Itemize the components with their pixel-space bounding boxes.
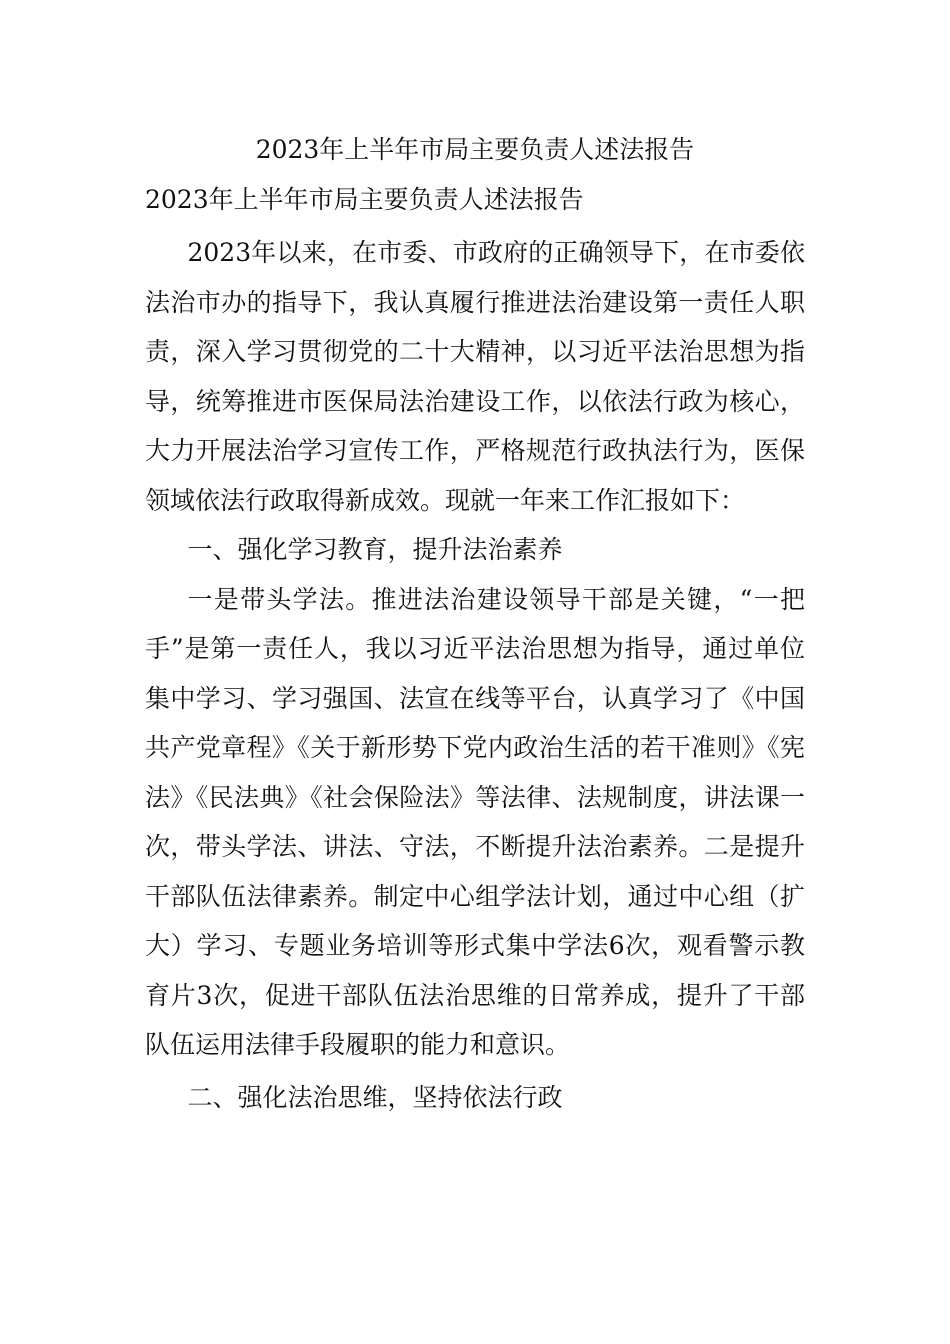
document-subtitle: 2023年上半年市局主要负责人述法报告 — [145, 185, 584, 214]
document-body — [145, 228, 805, 1122]
paragraph-study: 一是带头学法。推进法治建设领导干部是关键，“一把手”是第一责任人，我以习近平法治思想为指导，通过单位集中学习、学习强国、法宣在线等平台，认真学习了《中国共产党章程》《关于新形势下党内政治生活的若干准则》《宪法》《民法典》《社会保险法》等法律、法规制度，讲法课一次，带头学法、讲法、守法，不断提升法治素养。二是提升干部队伍法律素养。制定中心组学法计划，通过中心组（扩大）学习、专题业务培训等形式集中学法6次，观看警示教育片3次，促进干部队伍法治思维的日常养成，提升了干部队伍运用法律手段履职的能力和意识。 — [145, 584, 805, 1059]
document-title: 2023年上半年市局主要负责人述法报告 — [255, 135, 695, 164]
section-heading-1: 一、强化学习教育，提升法治素养 — [187, 535, 563, 564]
paragraph-intro: 2023年以来，在市委、市政府的正确领导下，在市委依法治市办的指导下，我认真履行推进法治建设第一责任人职责，深入学习贯彻党的二十大精神，以习近平法治思想为指导，统筹推进市医保局法治建设工作，以依法行政为核心，大力开展法治学习宣传工作，严格规范行政执法行为，医保领域依法行政取得新成效。现就一年来工作汇报如下： — [145, 238, 805, 515]
section-heading-2: 二、强化法治思维，坚持依法行政 — [187, 1082, 563, 1112]
